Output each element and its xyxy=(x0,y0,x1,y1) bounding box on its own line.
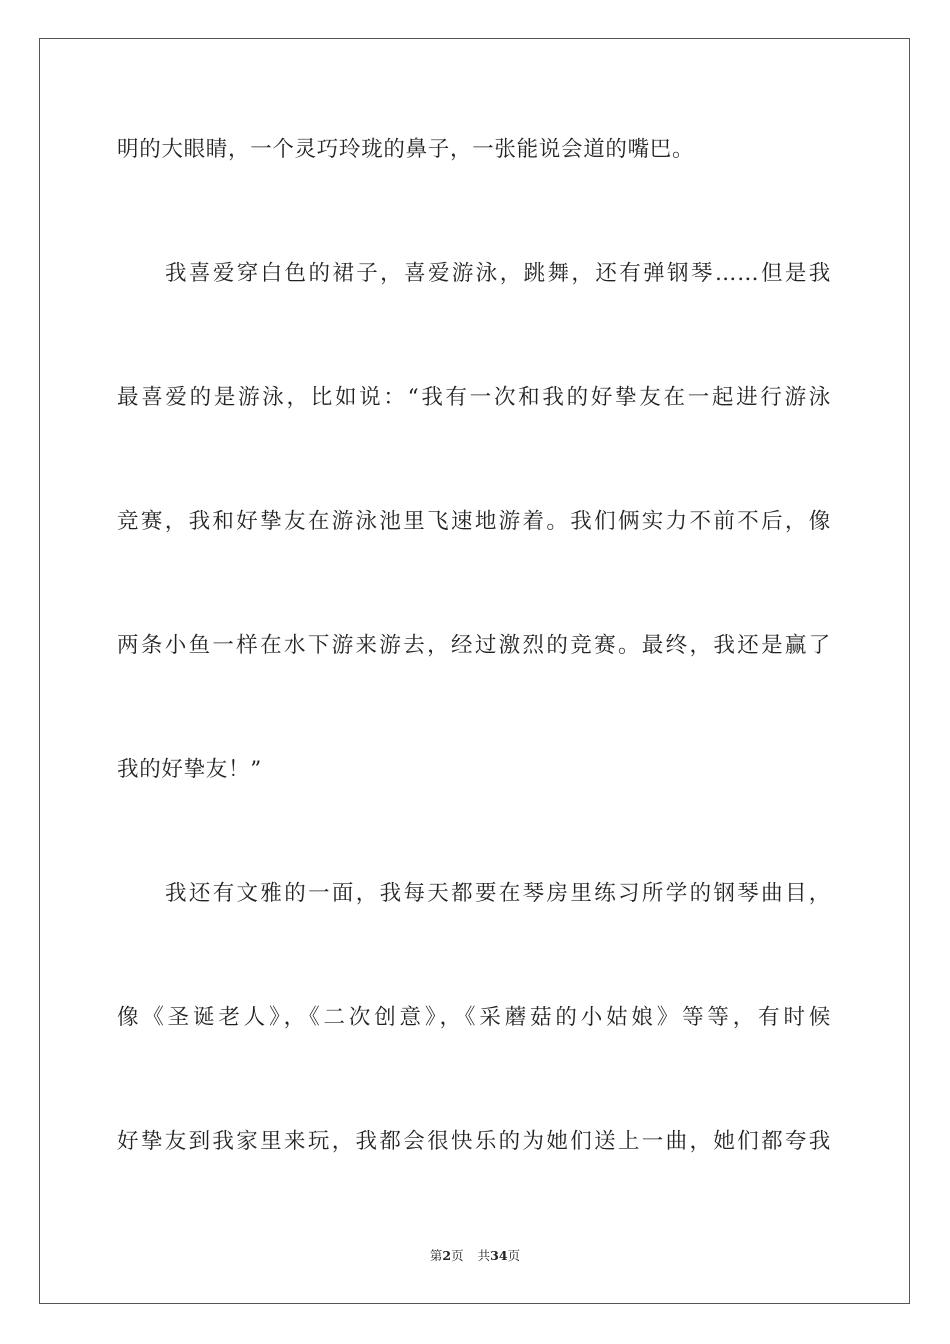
paragraph-line-2: 我喜爱穿白色的裙子，喜爱游泳，跳舞，还有弹钢琴……但是我 xyxy=(165,261,831,286)
paragraph-line-6: 我的好挚友！” xyxy=(117,757,262,782)
footer-page-suffix: 页 xyxy=(451,1248,464,1263)
page-border xyxy=(39,38,910,1304)
footer-total-pages: 34 xyxy=(490,1248,508,1263)
paragraph-line-1: 明的大眼睛，一个灵巧玲珑的鼻子，一张能说会道的嘴巴。 xyxy=(117,137,695,162)
paragraph-line-8: 像《圣诞老人》，《二次创意》，《采蘑菇的小姑娘》等等，有时候 xyxy=(117,1005,831,1030)
footer-page-number: 2 xyxy=(442,1248,452,1263)
footer-total-prefix: 共 xyxy=(477,1248,491,1263)
paragraph-line-9: 好挚友到我家里来玩，我都会很快乐的为她们送上一曲，她们都夸我 xyxy=(117,1129,831,1154)
paragraph-line-4: 竞赛，我和好挚友在游泳池里飞速地游着。我们俩实力不前不后，像 xyxy=(117,509,831,534)
footer-total-suffix: 页 xyxy=(507,1248,521,1263)
page-footer xyxy=(0,1248,950,1264)
paragraph-line-3: 最喜爱的是游泳，比如说：“我有一次和我的好挚友在一起进行游泳 xyxy=(117,385,831,410)
paragraph-line-7: 我还有文雅的一面，我每天都要在琴房里练习所学的钢琴曲目， xyxy=(165,881,831,906)
paragraph-line-5: 两条小鱼一样在水下游来游去，经过激烈的竞赛。最终，我还是赢了 xyxy=(117,633,831,658)
footer-page-prefix: 第 xyxy=(429,1248,443,1263)
